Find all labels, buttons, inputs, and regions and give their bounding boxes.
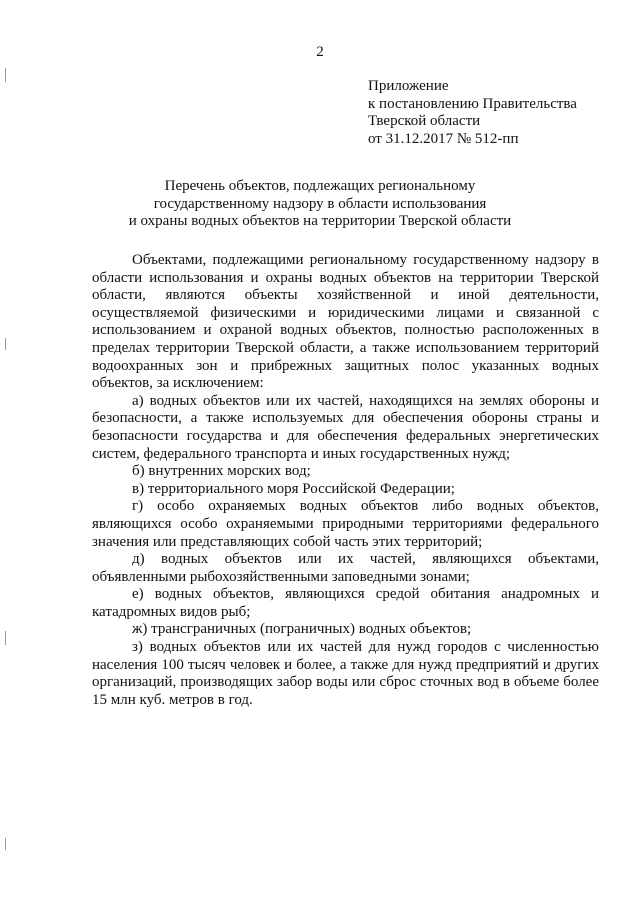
list-item-d: д) водных объектов или их частей, являющихся объектами, объявленными рыбохозяйственными заповедными зонами;	[92, 551, 599, 585]
intro-paragraph: Объектами, подлежащими региональному государственному надзору в области использования и охраны водных объектов на территории Тверской области, являются объекты хозяйственной и иной деятельности, осуществляемой физическими и юридическими лицами и связанной с использованием и охраной водных объектов, полностью расположенных в пределах территории Тверской области, а также использованием территорий водоохранных зон и прибрежных защитных полос указанных водных объектов, за исключением:	[92, 252, 599, 392]
approval-line: Тверской области	[368, 113, 481, 129]
scan-margin-mark	[5, 631, 6, 645]
list-item-b: б) внутренних морских вод;	[132, 463, 311, 480]
list-item-zh: ж) трансграничных (пограничных) водных объектов;	[132, 621, 472, 638]
page-number: 2	[316, 44, 324, 60]
scan-margin-mark	[5, 338, 6, 350]
title-line: Перечень объектов, подлежащих региональному	[164, 178, 476, 194]
approval-line: к постановлению Правительства	[368, 95, 577, 112]
approval-line: Приложение	[368, 78, 449, 94]
list-item-a: а) водных объектов или их частей, находящихся на землях обороны и безопасности, а также используемых для обеспечения обороны страны и безопасности государства и для обеспечения федеральных энергетических систем, федерального транспорта и иных государственных нужд;	[92, 392, 599, 462]
scan-margin-mark	[5, 838, 6, 850]
scan-margin-mark	[5, 68, 6, 82]
approval-date: от 31.12.2017 № 512-пп	[368, 130, 519, 147]
title-line: и охраны водных объектов на территории Тверской области	[128, 213, 512, 229]
title-line: государственному надзору в области использования	[153, 195, 487, 212]
list-item-v: в) территориального моря Российской Федерации;	[132, 480, 455, 497]
approval-block	[368, 78, 630, 148]
list-item-z: з) водных объектов или их частей для нужд городов с численностью населения 100 тысяч человек и более, а также для нужд предприятий и других организаций, производящих забор воды или сброс сточных вод в объеме более 15 млн куб. метров в год.	[92, 639, 599, 708]
list-item-g: г) особо охраняемых водных объектов либо водных объектов, являющихся особо охраняемыми природными территориями федерального значения или представляющих собой часть этих территорий;	[92, 498, 599, 550]
list-item-e: е) водных объектов, являющихся средой обитания анадромных и катадромных видов рыб;	[92, 586, 599, 620]
document-title	[80, 178, 560, 231]
document-body	[92, 252, 599, 709]
